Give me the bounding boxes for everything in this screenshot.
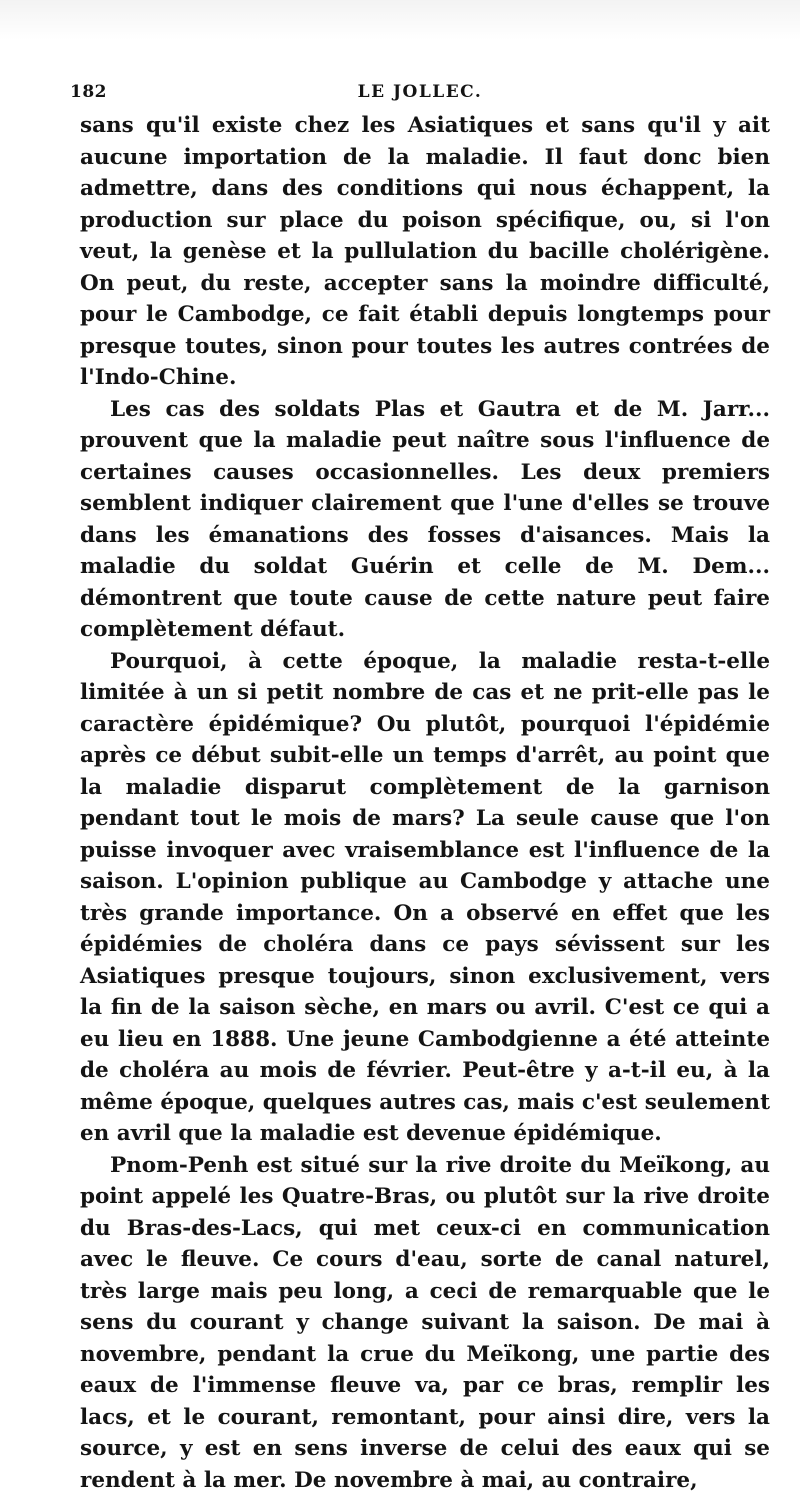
page-header [70, 82, 770, 108]
running-title: LE JOLLEC. [70, 82, 770, 102]
page-number: 182 [70, 82, 107, 102]
paragraph-3: Pourquoi, à cette époque, la maladie resta-t-elle limitée à un si petit nombre de cas et ne prit-elle pas le caractère épidémique? Ou plutôt, pourquoi l'épidémie après ce début subit-elle un temps d'arrêt, au point que la maladie disparut complètement de la garnison pendant tout le mois de mars? La seule cause que l'on puisse invoquer avec vraisemblance est l'influence de la saison. L'opinion publique au Cambodge y attache une très grande importance. On a observé en effet que les épidémies de choléra dans ce pays sévissent sur les Asiatiques presque toujours, sinon exclusivement, vers la fin de la saison sèche, en mars ou avril. C'est ce qui a eu lieu en 1888. Une jeune Cambodgienne a été atteinte de choléra au mois de février. Peut-être y a-t-il eu, à la même époque, quelques autres cas, mais c'est seulement en avril que la maladie est devenue épidémique. [80, 646, 770, 1150]
paragraph-1: sans qu'il existe chez les Asiatiques et sans qu'il y ait aucune importation de la maladie. Il faut donc bien admettre, dans des conditions qui nous échappent, la production sur place du poison spécifique, ou, si l'on veut, la genèse et la pullulation du bacille cholérigène. On peut, du reste, accepter sans la moindre difficulté, pour le Cambodge, ce fait établi depuis longtemps pour presque toutes, sinon pour toutes les autres contrées de l'Indo-Chine. [80, 110, 770, 394]
paragraph-2: Les cas des soldats Plas et Gautra et de M. Jarr... prouvent que la maladie peut naître sous l'influence de certaines causes occasionnelles. Les deux premiers semblent indiquer clairement que l'une d'elles se trouve dans les émanations des fosses d'aisances. Mais la maladie du soldat Guérin et celle de M. Dem... démontrent que toute cause de cette nature peut faire complètement défaut. [80, 394, 770, 646]
paragraph-4: Pnom-Penh est situé sur la rive droite du Meïkong, au point appelé les Quatre-Bras, ou plutôt sur la rive droite du Bras-des-Lacs, qui met ceux-ci en communication avec le fleuve. Ce cours d'eau, sorte de canal naturel, très large mais peu long, a ceci de remarquable que le sens du courant y change suivant la saison. De mai à novembre, pendant la crue du Meïkong, une partie des eaux de l'immense fleuve va, par ce bras, remplir les lacs, et le courant, remontant, pour ainsi dire, vers la source, y est en sens inverse de celui des eaux qui se rendent à la mer. De novembre à mai, au contraire, [80, 1150, 770, 1496]
body-text [80, 110, 770, 1496]
